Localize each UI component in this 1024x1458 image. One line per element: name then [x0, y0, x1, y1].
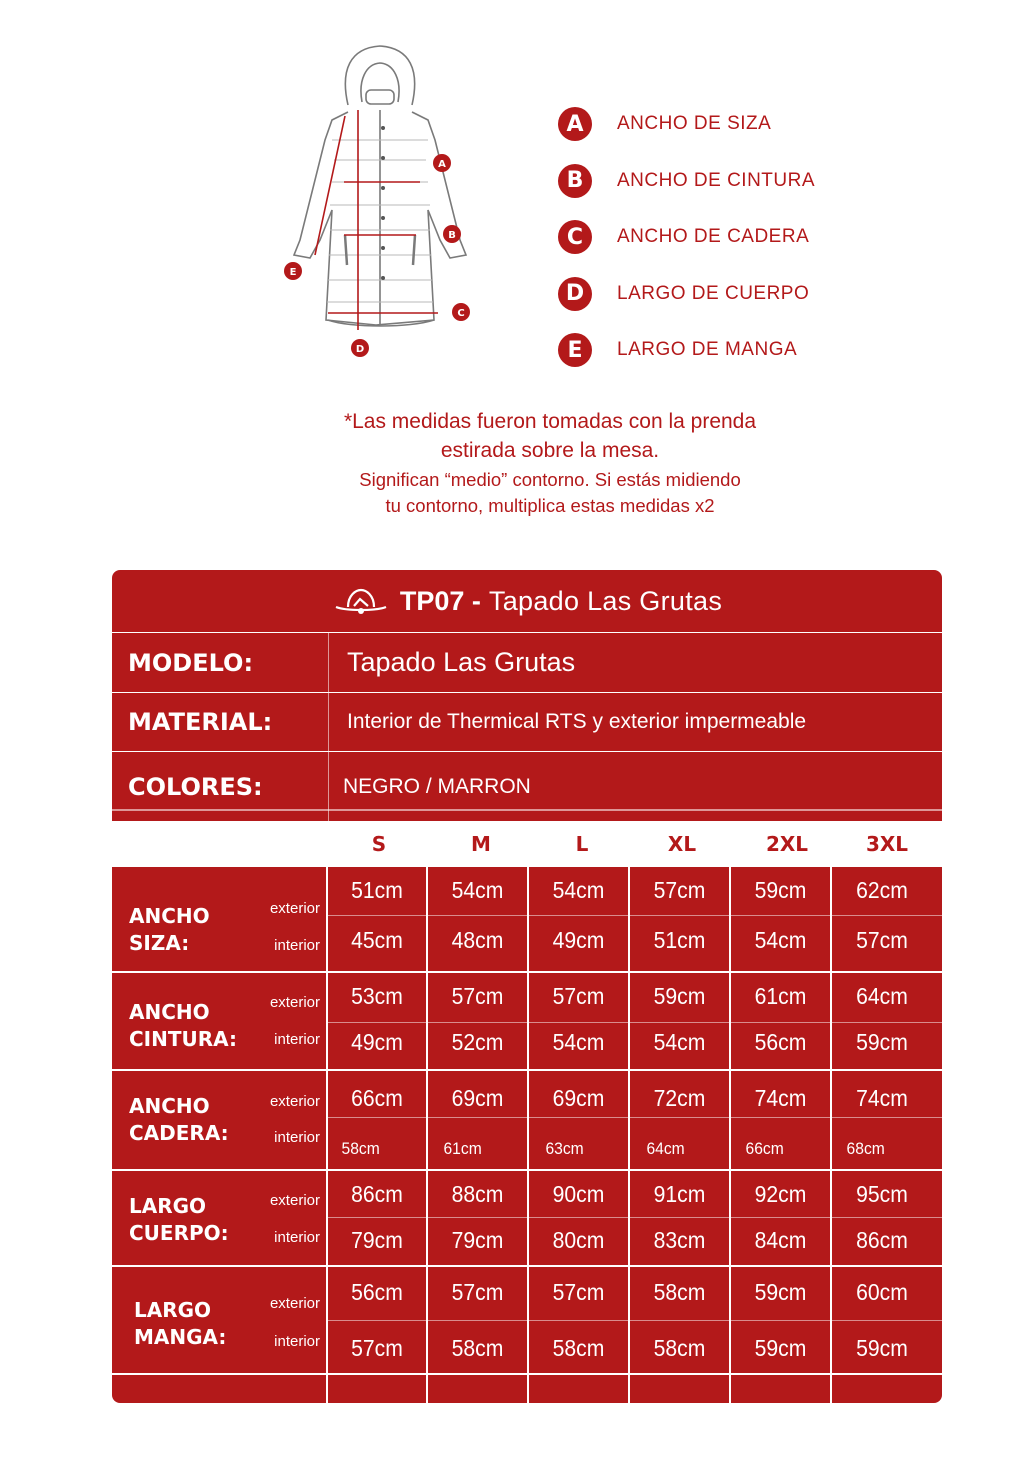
- legend-label: ANCHO DE SIZA: [617, 113, 772, 135]
- value-cell: 91cm: [653, 1181, 706, 1207]
- row-label-ancho-siza: ANCHO SIZA:: [129, 904, 210, 955]
- product-code: TP07 -: [399, 585, 481, 616]
- value-cell: 56cm: [351, 1279, 403, 1305]
- sub-label-interior: interior: [274, 1031, 320, 1048]
- value-cell: 64cm: [646, 1139, 685, 1158]
- legend-item-e: [558, 322, 938, 379]
- value-cell: 61cm: [443, 1139, 482, 1158]
- legend-label: LARGO DE MANGA: [617, 339, 798, 361]
- value-cell: 57cm: [856, 927, 908, 953]
- hat-logo-icon: [332, 585, 390, 617]
- legend-badge: A: [558, 107, 592, 141]
- legend-item-c: [558, 209, 938, 266]
- value-cell: 53cm: [351, 983, 403, 1009]
- value-cell: 68cm: [846, 1139, 885, 1158]
- info-row-colores: [112, 752, 942, 821]
- size-header: S: [371, 832, 387, 856]
- size-header: XL: [667, 832, 697, 856]
- value-cell: 58cm: [653, 1279, 706, 1305]
- value-cell: 60cm: [856, 1279, 908, 1305]
- value-cell: 54cm: [754, 927, 807, 953]
- value-cell: 61cm: [754, 983, 807, 1009]
- sub-label-interior: interior: [274, 1333, 320, 1350]
- value-cell: 62cm: [856, 877, 908, 903]
- sub-label-interior: interior: [274, 1229, 320, 1246]
- value-cell: 59cm: [653, 983, 706, 1009]
- legend-item-d: [558, 266, 938, 323]
- value-cell: 57cm: [451, 983, 504, 1009]
- sub-label-exterior: exterior: [269, 1093, 320, 1110]
- value-cell: 54cm: [552, 877, 605, 903]
- legend-badge: D: [558, 277, 592, 311]
- legend-label: ANCHO DE CINTURA: [617, 169, 816, 191]
- value-cell: 79cm: [451, 1227, 504, 1253]
- svg-text:B: B: [448, 230, 456, 241]
- legend-item-a: [558, 96, 938, 153]
- sub-label-exterior: exterior: [269, 1192, 320, 1209]
- value-cell: 66cm: [351, 1085, 403, 1111]
- value-cell: 57cm: [351, 1335, 403, 1361]
- value-cell: 54cm: [451, 877, 504, 903]
- info-row-material: [112, 693, 942, 751]
- legend-badge: E: [558, 333, 592, 367]
- value-cell: 83cm: [653, 1227, 706, 1253]
- info-value: Tapado Las Grutas: [328, 633, 942, 692]
- row-label-largo-cuerpo: LARGO CUERPO:: [129, 1194, 229, 1245]
- size-header: M: [471, 832, 491, 856]
- value-cell: 84cm: [754, 1227, 807, 1253]
- value-cell: 86cm: [856, 1227, 908, 1253]
- product-name: Tapado Las Grutas: [488, 585, 723, 616]
- info-value: NEGRO / MARRON: [328, 752, 942, 821]
- value-cell: 63cm: [545, 1139, 584, 1158]
- sub-label-exterior: exterior: [269, 994, 320, 1011]
- value-cell: 95cm: [856, 1181, 908, 1207]
- product-title-bar: [112, 570, 942, 632]
- info-row-modelo: [112, 633, 942, 692]
- value-cell: 92cm: [754, 1181, 807, 1207]
- value-cell: 88cm: [451, 1181, 504, 1207]
- value-cell: 58cm: [451, 1335, 504, 1361]
- info-label: MATERIAL:: [128, 708, 273, 736]
- value-cell: 51cm: [351, 877, 403, 903]
- value-cell: 72cm: [653, 1085, 706, 1111]
- value-cell: 49cm: [351, 1029, 403, 1055]
- note-line: tu contorno, multiplica estas medidas x2: [385, 495, 715, 516]
- value-cell: 90cm: [552, 1181, 605, 1207]
- sub-label-interior: interior: [274, 937, 320, 954]
- value-cell: 66cm: [745, 1139, 784, 1158]
- measurement-grid: [112, 867, 942, 1403]
- value-cell: 58cm: [653, 1335, 706, 1361]
- svg-text:A: A: [438, 159, 446, 170]
- sub-label-exterior: exterior: [269, 900, 320, 917]
- value-cell: 80cm: [552, 1227, 605, 1253]
- value-cell: 59cm: [754, 1279, 807, 1305]
- value-cell: 57cm: [552, 1279, 605, 1305]
- value-cell: 59cm: [754, 1335, 807, 1361]
- value-cell: 57cm: [451, 1279, 504, 1305]
- size-header: 3XL: [865, 832, 909, 856]
- value-cell: 79cm: [351, 1227, 403, 1253]
- value-cell: 45cm: [351, 927, 403, 953]
- value-cell: 86cm: [351, 1181, 403, 1207]
- value-cell: 69cm: [451, 1085, 504, 1111]
- value-cell: 59cm: [856, 1335, 908, 1361]
- size-header: L: [575, 832, 589, 856]
- value-cell: 51cm: [653, 927, 706, 953]
- row-label-ancho-cintura: ANCHO CINTURA:: [129, 1000, 237, 1051]
- info-label: COLORES:: [128, 772, 263, 801]
- value-cell: 58cm: [341, 1139, 380, 1158]
- value-cell: 64cm: [856, 983, 908, 1009]
- value-cell: 52cm: [451, 1029, 504, 1055]
- legend-label: ANCHO DE CADERA: [617, 226, 810, 248]
- value-cell: 56cm: [754, 1029, 807, 1055]
- jacket-diagram: [270, 30, 490, 370]
- size-table: [112, 570, 942, 1403]
- legend-item-b: [558, 153, 938, 210]
- value-cell: 74cm: [856, 1085, 908, 1111]
- svg-text:E: E: [289, 267, 297, 278]
- note-line: *Las medidas fueron tomadas con la prenda: [343, 410, 757, 433]
- value-cell: 59cm: [754, 877, 807, 903]
- value-cell: 57cm: [653, 877, 706, 903]
- value-cell: 58cm: [552, 1335, 605, 1361]
- value-cell: 59cm: [856, 1029, 908, 1055]
- legend-label: LARGO DE CUERPO: [617, 282, 810, 304]
- row-label-ancho-cadera: ANCHO CADERA:: [129, 1094, 229, 1145]
- note-line: Significan “medio” contorno. Si estás midiendo: [359, 469, 741, 490]
- legend-badge: C: [558, 220, 592, 254]
- value-cell: 74cm: [754, 1085, 807, 1111]
- info-label: MODELO:: [128, 648, 254, 677]
- info-value: Interior de Thermical RTS y exterior impermeable: [328, 693, 942, 751]
- value-cell: 49cm: [552, 927, 605, 953]
- size-header: 2XL: [765, 832, 809, 856]
- row-label-largo-manga: LARGO MANGA:: [134, 1298, 227, 1349]
- sub-label-interior: interior: [274, 1129, 320, 1146]
- value-cell: 48cm: [451, 927, 504, 953]
- measurement-note: [250, 407, 850, 519]
- value-cell: 69cm: [552, 1085, 605, 1111]
- value-cell: 57cm: [552, 983, 605, 1009]
- value-cell: 54cm: [552, 1029, 605, 1055]
- svg-text:C: C: [457, 308, 465, 319]
- legend-badge: B: [558, 164, 592, 198]
- note-line: estirada sobre la mesa.: [440, 439, 660, 462]
- svg-text:D: D: [355, 344, 365, 355]
- value-cell: 54cm: [653, 1029, 706, 1055]
- sub-label-exterior: exterior: [269, 1295, 320, 1312]
- measurement-legend: [558, 96, 938, 379]
